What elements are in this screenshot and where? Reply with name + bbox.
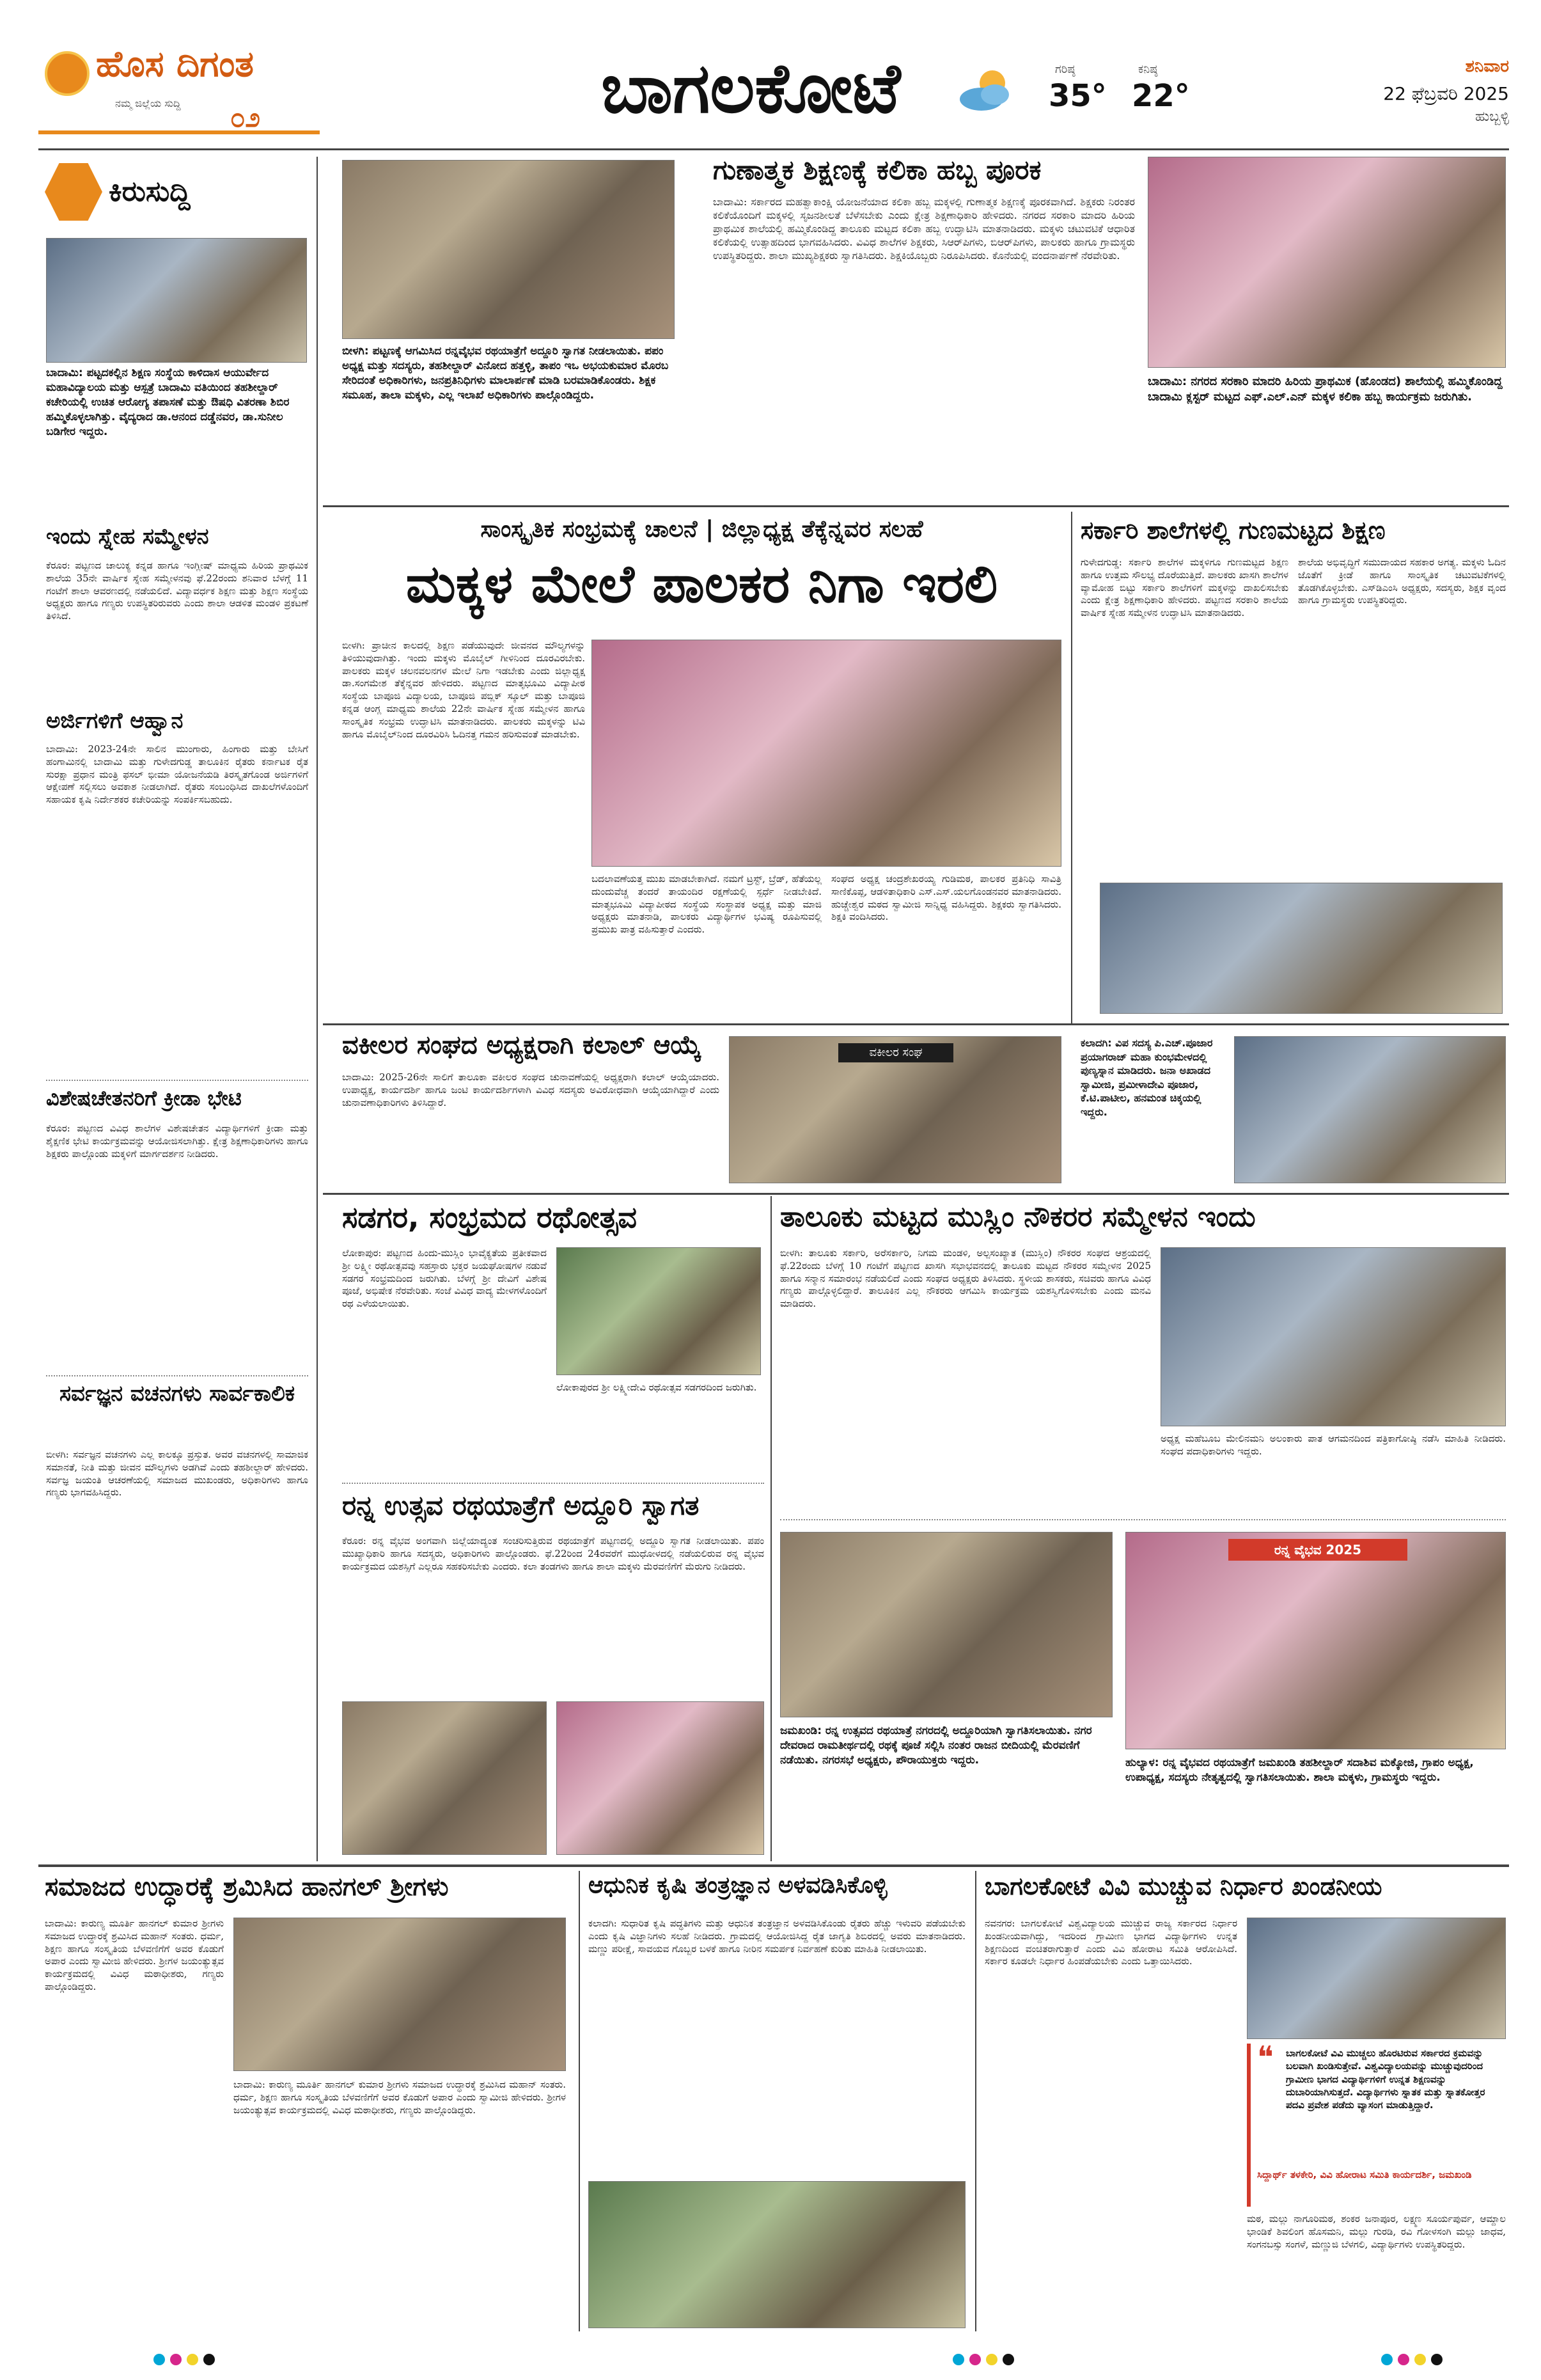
kumbh-photo: [1234, 1036, 1506, 1183]
bilagi-rathayatra-caption: ಬೀಳಗಿ: ಪಟ್ಟಣಕ್ಕೆ ಆಗಮಿಸಿದ ರನ್ನವೈಭವ ರಥಯಾತ್ರೆಗೆ ಅದ್ದೂರಿ ಸ್ವಾಗತ ನೀಡಲಾಯಿತು. ಪಪಂ ಅಧ್ಯಕ್ಷ ಮತ್ತು ಸದಸ್ಯರು, ತಹಶೀಲ್ದಾರ್ ವಿನೋದ ಹತ್ತಳ್ಳಿ, ತಾಪಂ ಇಒ ಅಭಯಕುಮಾರ ಮೊರಬ ಸೇರಿದಂತೆ ಅಧಿಕಾರಿಗಳು, ಜನಪ್ರತಿನಿಧಿಗಳು ಮಾಲಾರ್ಪಣೆ ಮಾಡಿ ಬರಮಾಡಿಕೊಂಡರು. ಶಿಕ್ಷಕ ಸಮೂಹ, ತಾಲಾ ಮಕ್ಕಳು, ಎಲ್ಲ ಇಲಾಖೆ ಅಧಿಕಾರಿಗಳು ಪಾಲ್ಗೊಂಡಿದ್ದರು.: [342, 345, 669, 402]
reg-dot-black-3: [1431, 2354, 1443, 2365]
row-rule-3: [323, 1193, 1509, 1195]
hulyala-caption: ಹುಲ್ಯಾಳ: ರನ್ನ ವೈಭವದ ರಥಯಾತ್ರೆಗೆ ಜಮಖಂಡಿ ತಹಶೀಲ್ದಾರ್ ಸದಾಶಿವ ಮಕ್ಕೋಜಿ, ಗ್ರಾಪಂ ಅಧ್ಯಕ್ಷ, ಉಪಾಧ್ಯಕ್ಷ, ಸದಸ್ಯರು ನೇತೃತ್ವದಲ್ಲಿ ಸ್ವಾಗತಿಸಲಾಯಿತು. ಶಾಲಾ ಮಕ್ಕಳು, ಗ್ರಾಮಸ್ಥರು ಇದ್ದರು.: [1125, 1756, 1474, 1784]
weather-cloud-icon: [953, 64, 1017, 115]
main-story-kicker: ಸಾಂಸ್ಕೃತಿಕ ಸಂಭ್ರಮಕ್ಕೆ ಚಾಲನೆ | ಜಿಲ್ಲಾಧ್ಯಕ್ಷ ತೆಕ್ಕೆನ್ನವರ ಸಲಹೆ: [480, 517, 923, 542]
temp-min: 22°: [1132, 79, 1190, 114]
ranna-divider: [342, 1483, 764, 1484]
kirusuddi-label: ಕಿರುಸುದ್ದಿ: [109, 176, 191, 208]
section-title: ಬಾಗಲಕೋಟೆ: [601, 51, 901, 128]
brief-caption-health-camp: ಬಾದಾಮಿ: ಪಟ್ಟದಕಲ್ಲಿನ ಶಿಕ್ಷಣ ಸಂಸ್ಥೆಯ ಕಾಳಿದಾಸ ಆಯುರ್ವೇದ ಮಹಾವಿದ್ಯಾಲಯ ಮತ್ತು ಆಸ್ಪತ್ರೆ ಬಾದಾಮಿ ವತಿಯಿಂದ ತಹಶೀಲ್ದಾರ್ ಕಚೇರಿಯಲ್ಲಿ ಉಚಿತ ಆರೋಗ್ಯ ತಪಾಸಣೆ ಮತ್ತು ಔಷಧಿ ವಿತರಣಾ ಶಿಬಿರ ಹಮ್ಮಿಕೊಳ್ಳಲಾಗಿತ್ತು. ವೈದ್ಯರಾದ ಡಾ.ಆನಂದ ದಡ್ಡೆನವರ, ಡಾ.ಸುನೀಲ ಬಡಿಗೇರ ಇದ್ದರು.: [46, 366, 290, 438]
jamakhandi-divider: [780, 1519, 1506, 1520]
ranna-vaibhava-banner: ರನ್ನ ವೈಭವ 2025: [1228, 1539, 1407, 1561]
masthead: [38, 38, 1509, 147]
main-story-text-right: ಸಂಘದ ಅಧ್ಯಕ್ಷ ಚಂದ್ರಶೇಖರಯ್ಯ ಗುಡಿಮಠ, ಪಾಲಕರ ಪ್ರತಿನಿಧಿ ಸಾವಿತ್ರಿ ಸಾಣಿಕೊಪ್ಪ, ಆಡಳಿತಾಧಿಕಾರಿ ಎಸ್.ಎಸ್.ಯಲಗೊಂಡನವರ ಮಾತನಾಡಿದರು. ಹುಚ್ಚೇಶ್ವರ ಮಠದ ಸ್ವಾಮೀಜಿ ಸಾನ್ನಿಧ್ಯ ವಹಿಸಿದ್ದರು. ಶಿಕ್ಷಕರು ಸ್ವಾಗತಿಸಿದರು. ಶಿಕ್ಷಕಿ ವಂದಿಸಿದರು.: [831, 873, 1061, 923]
quote-mark-icon: ❝: [1257, 2045, 1274, 2070]
vakeel-banner: ವಕೀಲರ ಸಂಘ: [838, 1043, 953, 1062]
vakeel-photo: [729, 1036, 1061, 1183]
sadagara-title: ಸಡಗರ, ಸಂಭ್ರಮದ ರಥೋತ್ಸವ: [342, 1201, 637, 1234]
sarkari-title: ಸರ್ಕಾರಿ ಶಾಲೆಗಳಲ್ಲಿ ಗುಣಮಟ್ಟದ ಶಿಕ್ಷಣ: [1081, 517, 1386, 544]
sadagara-text: ಲೋಕಾಪುರ: ಪಟ್ಟಣದ ಹಿಂದು-ಮುಸ್ಲಿಂ ಭಾವೈಕ್ಯತೆಯ ಪ್ರತೀಕವಾದ ಶ್ರೀ ಲಕ್ಷ್ಮೀ ರಥೋತ್ಸವವು ಸಹಸ್ರಾರು ಭಕ್ತರ ಜಯಘೋಷಗಳ ನಡುವೆ ಸಡಗರ ಸಂಭ್ರಮದಿಂದ ಜರುಗಿತು. ಬೆಳಗ್ಗೆ ಶ್ರೀ ದೇವಿಗೆ ವಿಶೇಷ ಪೂಜೆ, ಅಭಿಷೇಕ ನೆರವೇರಿತು. ಸಂಜೆ ವಿವಿಧ ವಾದ್ಯ ಮೇಳಗಳೊಂದಿಗೆ ರಥ ಎಳೆಯಲಾಯಿತು.: [342, 1247, 547, 1310]
main-story-headline: ಮಕ್ಕಳ ಮೇಲೆ ಪಾಲಕರ ನಿಗಾ ಇರಲಿ: [405, 555, 998, 615]
vivi-quote: ಬಾಗಲಕೋಟೆ ವಿವಿ ಮುಚ್ಚಲು ಹೊರಟಿರುವ ಸರ್ಕಾರದ ಕ್ರಮವನ್ನು ಬಲವಾಗಿ ಖಂಡಿಸುತ್ತೇವೆ. ವಿಶ್ವವಿದ್ಯಾಲಯವನ್ನು ಮುಚ್ಚುವುದರಿಂದ ಗ್ರಾಮೀಣ ಭಾಗದ ವಿದ್ಯಾರ್ಥಿಗಳಿಗೆ ಉನ್ನತ ಶಿಕ್ಷಣವನ್ನು ದುಬಾರಿಯಾಗಿಸುತ್ತದೆ. ವಿದ್ಯಾರ್ಥಿಗಳು ಸ್ನಾತಕ ಮತ್ತು ಸ್ನಾತಕೋತ್ತರ ಪದವಿ ಪ್ರವೇಶ ಪಡೆದು ವ್ಯಾಸಂಗ ಮಾಡುತ್ತಿದ್ದಾರೆ.: [1286, 2047, 1485, 2111]
kumbh-caption: ಕಲಾದಗಿ: ವಿಪ ಸದಸ್ಯ ಪಿ.ಎಚ್.ಪೂಜಾರ ಪ್ರಯಾಗರಾಜ್ ಮಹಾ ಕುಂಭಮೇಳದಲ್ಲಿ ಪುಣ್ಯಸ್ನಾನ ಮಾಡಿದರು. ಜನಾ ಅಖಾಡದ ಸ್ವಾಮೀಜಿ, ಪ್ರಮೀಳಾದೇವಿ ಪೂಜಾರ, ಕೆ.ಟಿ.ಪಾಟೀಲ, ಹನಮಂತ ಚಿಕ್ಕಯಲ್ಲಿ ಇದ್ದರು.: [1081, 1037, 1213, 1118]
brief-photo-health-camp: [46, 238, 307, 363]
sadagara-caption: ಲೋಕಾಪುರದ ಶ್ರೀ ಲಕ್ಷ್ಮೀದೇವಿ ರಥೋತ್ಸವ ಸಡಗರದಿಂದ ಜರುಗಿತು.: [556, 1382, 757, 1393]
reg-dot-yellow-2: [986, 2354, 997, 2365]
main-story-side-rule: [1071, 512, 1072, 1023]
main-story-photo: [591, 640, 1061, 867]
hanagal-text: ಬಾದಾಮಿ: ಕಾರುಣ್ಯ ಮೂರ್ತಿ ಹಾನಗಲ್ ಕುಮಾರ ಶ್ರೀಗಳು ಸಮಾಜದ ಉದ್ಧಾರಕ್ಕೆ ಶ್ರಮಿಸಿದ ಮಹಾನ್ ಸಂತರು. ಧರ್ಮ, ಶಿಕ್ಷಣ ಹಾಗೂ ಸಂಸ್ಕೃತಿಯ ಬೆಳವಣಿಗೆಗೆ ಅವರ ಕೊಡುಗೆ ಅಪಾರ ಎಂದು ಸ್ವಾಮೀಜಿ ಹೇಳಿದರು. ಶ್ರೀಗಳ ಜಯಂತ್ಯುತ್ಸವ ಕಾರ್ಯಕ್ರಮದಲ್ಲಿ ವಿವಿಧ ಮಠಾಧೀಶರು, ಗಣ್ಯರು ಪಾಲ್ಗೊಂಡಿದ್ದರು.: [45, 1918, 224, 1992]
reg-dot-yellow-3: [1414, 2354, 1426, 2365]
kalika-habba-text: ಬಾದಾಮಿ: ಸರ್ಕಾರದ ಮಹತ್ವಾಕಾಂಕ್ಷಿ ಯೋಜನೆಯಾದ ಕಲಿಕಾ ಹಬ್ಬ ಮಕ್ಕಳಲ್ಲಿ ಗುಣಾತ್ಮಕ ಶಿಕ್ಷಣಕ್ಕೆ ಪೂರಕವಾಗಿದೆ. ಶಿಕ್ಷಕರು ನಿರಂತರ ಕಲಿಕೆಯೊಂದಿಗೆ ಮಕ್ಕಳಲ್ಲಿ ಸೃಜನಶೀಲತೆ ಬೆಳೆಸಬೇಕು ಎಂದು ಕ್ಷೇತ್ರ ಶಿಕ್ಷಣಾಧಿಕಾರಿ ಹೇಳಿದರು. ನಗರದ ಸರಕಾರಿ ಮಾದರಿ ಹಿರಿಯ ಪ್ರಾಥಮಿಕ ಶಾಲೆಯಲ್ಲಿ ಹಮ್ಮಿಕೊಂಡಿದ್ದ ತಾಲೂಕು ಮಟ್ಟದ ಕಲಿಕಾ ಹಬ್ಬ ಉದ್ಘಾಟಿಸಿ ಮಾತನಾಡಿದರು. ಮಕ್ಕಳು ಚಟುವಟಿಕೆ ಆಧಾರಿತ ಕಲಿಕೆಯಲ್ಲಿ ಉತ್ಸಾಹದಿಂದ ಭಾಗವಹಿಸಿದರು. ವಿವಿಧ ಶಾಲೆಗಳ ಶಿಕ್ಷಕರು, ಸಿಆರ್‌ಪಿಗಳು, ಬಿಆರ್‌ಪಿಗಳು, ಪಾಲಕರು ಹಾಗೂ ಗ್ರಾಮಸ್ಥರು ಉಪಸ್ಥಿತರಿದ್ದರು. ಶಾಲಾ ಮುಖ್ಯಶಿಕ್ಷಕರು ಸ್ವಾಗತಿಸಿದರು. ಶಿಕ್ಷಕಿಯೊಬ್ಬರು ನಿರೂಪಿಸಿದರು. ಕೊನೆಯಲ್ಲಿ ವಂದನಾರ್ಪಣೆ ನೆರವೇರಿತು.: [713, 196, 1135, 262]
main-story-text-mid: ಬದಲಾವಣೆಯತ್ತ ಮುಖ ಮಾಡಬೇಕಾಗಿದೆ. ನಮಗೆ ಟ್ರಸ್ಟ್, ಬ್ರೆಡ್, ಹೆತೆಯಲ್ಲ ದುಂದುವೆಚ್ಚ ತಂದರೆ ತಾಯಂದಿರ ರಕ್ಷಣೆಯಲ್ಲಿ ಸ್ಪರ್ಧೆ ನೀಡಬೇಕಿದೆ. ಮಾತೃಭೂಮಿ ವಿದ್ಯಾಪೀಠದ ಸಂಸ್ಥೆಯ ಸಂಸ್ಥಾಪಕ ಅಧ್ಯಕ್ಷ ಮತ್ತು ಮಾಜಿ ಅಧ್ಯಕ್ಷರು ಮಾತನಾಡಿ, ಪಾಲಕರು ವಿದ್ಯಾರ್ಥಿಗಳ ಭವಿಷ್ಯ ರೂಪಿಸುವಲ್ಲಿ ಪ್ರಮುಖ ಪಾತ್ರ ವಹಿಸುತ್ತಾರೆ ಎಂದರು.: [591, 873, 822, 936]
logo-emblem-icon: [45, 51, 90, 96]
muslim-text: ಬೀಳಗಿ: ತಾಲೂಕು ಸರ್ಕಾರಿ, ಅರೆಸರ್ಕಾರಿ, ನಿಗಮ ಮಂಡಳಿ, ಅಲ್ಪಸಂಖ್ಯಾತ (ಮುಸ್ಲಿಂ) ನೌಕರರ ಸಂಘದ ಆಶ್ರಯದಲ್ಲಿ ಫೆ.22ರಂದು ಬೆಳಗ್ಗೆ 10 ಗಂಟೆಗೆ ಪಟ್ಟಣದ ಖಾಸಗಿ ಸಭಾಭವನದಲ್ಲಿ ತಾಲೂಕು ಮಟ್ಟದ ನೌಕರರ ಸಮ್ಮೇಳನ 2025 ಹಾಗೂ ಸನ್ಮಾನ ಸಮಾರಂಭ ನಡೆಯಲಿದೆ ಎಂದು ಸಂಘದ ಅಧ್ಯಕ್ಷರು ತಿಳಿಸಿದರು. ಸ್ಥಳೀಯ ಶಾಸಕರು, ಸಚಿವರು ಹಾಗೂ ವಿವಿಧ ಗಣ್ಯರು ಪಾಲ್ಗೊಳ್ಳಲಿದ್ದಾರೆ. ತಾಲೂಕಿನ ಎಲ್ಲ ನೌಕರರು ಆಗಮಿಸಿ ಕಾರ್ಯಕ್ರಮ ಯಶಸ್ವಿಗೊಳಿಸಬೇಕು ಎಂದು ಮನವಿ ಮಾಡಿದರು.: [780, 1247, 1151, 1310]
mid-row-rule: [323, 1023, 1509, 1025]
ranna-text: ಕೆರೂರ: ರನ್ನ ವೈಭವ ಅಂಗವಾಗಿ ಜಿಲ್ಲೆಯಾದ್ಯಂತ ಸಂಚರಿಸುತ್ತಿರುವ ರಥಯಾತ್ರೆಗೆ ಪಟ್ಟಣದಲ್ಲಿ ಅದ್ದೂರಿ ಸ್ವಾಗತ ನೀಡಲಾಯಿತು. ಪಪಂ ಮುಖ್ಯಾಧಿಕಾರಿ ಹಾಗೂ ಸದಸ್ಯರು, ಅಧಿಕಾರಿಗಳು ಪಾಲ್ಗೊಂಡರು. ಫೆ.22ರಿಂದ 24ರವರೆಗೆ ಮುಧೋಳದಲ್ಲಿ ನಡೆಯಲಿರುವ ರನ್ನ ವೈಭವ ಕಾರ್ಯಕ್ರಮದ ಯಶಸ್ಸಿಗೆ ಎಲ್ಲರೂ ಸಹಕರಿಸಬೇಕು ಎಂದರು. ಕಲಾ ತಂಡಗಳು ಹಾಗೂ ಶಾಲಾ ಮಕ್ಕಳು ಮೆರವಣಿಗೆಗೆ ಮೆರುಗು ನೀಡಿದರು.: [342, 1535, 764, 1572]
hanagal-text-cont: ಬಾದಾಮಿ: ಕಾರುಣ್ಯ ಮೂರ್ತಿ ಹಾನಗಲ್ ಕುಮಾರ ಶ್ರೀಗಳು ಸಮಾಜದ ಉದ್ಧಾರಕ್ಕೆ ಶ್ರಮಿಸಿದ ಮಹಾನ್ ಸಂತರು. ಧರ್ಮ, ಶಿಕ್ಷಣ ಹಾಗೂ ಸಂಸ್ಕೃತಿಯ ಬೆಳವಣಿಗೆಗೆ ಅವರ ಕೊಡುಗೆ ಅಪಾರ ಎಂದು ಸ್ವಾಮೀಜಿ ಹೇಳಿದರು. ಶ್ರೀಗಳ ಜಯಂತ್ಯುತ್ಸವ ಕಾರ್ಯಕ್ರಮದಲ್ಲಿ ವಿವಿಧ ಮಠಾಧೀಶರು, ಗಣ್ಯರು ಪಾಲ್ಗೊಂಡಿದ್ದರು.: [233, 2079, 566, 2116]
bilagi-rathayatra-photo: [342, 160, 675, 339]
jamakhandi-caption-left: ಜಮಖಂಡಿ: ರನ್ನ ಉತ್ಸವದ ರಥಯಾತ್ರೆ ನಗರದಲ್ಲಿ ಅದ್ದೂರಿಯಾಗಿ ಸ್ವಾಗತಿಸಲಾಯಿತು. ನಗರ ದೇವರಾದ ರಾಮತೀರ್ಥದಲ್ಲಿ ರಥಕ್ಕೆ ಪೂಜೆ ಸಲ್ಲಿಸಿ ನಂತರ ರಾಜನ ಬೀದಿಯಲ್ಲಿ ಮೆರವಣಿಗೆ ನಡೆಯಿತು. ನಗರಸಭೆ ಅಧ್ಯಕ್ಷರು, ಪೌರಾಯುಕ್ತರು ಇದ್ದರು.: [780, 1724, 1092, 1767]
brief-text-sarvajna: ಬೀಳಗಿ: ಸರ್ವಜ್ಞನ ವಚನಗಳು ಎಲ್ಲ ಕಾಲಕ್ಕೂ ಪ್ರಸ್ತುತ. ಅವರ ವಚನಗಳಲ್ಲಿ ಸಾಮಾಜಿಕ ಸಮಾನತೆ, ನೀತಿ ಮತ್ತು ಜೀವನ ಮೌಲ್ಯಗಳು ಅಡಗಿವೆ ಎಂದು ತಹಶೀಲ್ದಾರ್ ಹೇಳಿದರು. ಸರ್ವಜ್ಞ ಜಯಂತಿ ಆಚರಣೆಯಲ್ಲಿ ಸಮಾಜದ ಮುಖಂಡರು, ಅಧಿಕಾರಿಗಳು ಹಾಗೂ ಗಣ್ಯರು ಭಾಗವಹಿಸಿದ್ದರು.: [46, 1449, 308, 1499]
left-column-rule: [317, 157, 318, 1861]
brief-title-kreeda: ವಿಶೇಷಚೇತನರಿಗೆ ಕ್ರೀಡಾ ಭೇಟಿ: [46, 1087, 242, 1110]
ranna-photo-right: [556, 1701, 764, 1855]
sarkari-text-right: ಶಾಲೆಯ ಅಭಿವೃದ್ಧಿಗೆ ಸಮುದಾಯದ ಸಹಕಾರ ಅಗತ್ಯ. ಮಕ್ಕಳು ಓದಿನ ಜೊತೆಗೆ ಕ್ರೀಡೆ ಹಾಗೂ ಸಾಂಸ್ಕೃತಿಕ ಚಟುವಟಿಕೆಗಳಲ್ಲಿ ತೊಡಗಿಕೊಳ್ಳಬೇಕು. ಎಸ್‌ಡಿಎಂಸಿ ಅಧ್ಯಕ್ಷರು, ಸದಸ್ಯರು, ಶಿಕ್ಷಕ ವೃಂದ ಹಾಗೂ ಗ್ರಾಮಸ್ಥರು ಉಪಸ್ಥಿತರಿದ್ದರು.: [1298, 556, 1506, 606]
logo-tagline: ನಮ್ಮ ಜಿಲ್ಲೆಯ ಸುದ್ದಿ: [115, 97, 181, 109]
ranna-photo-left: [342, 1701, 547, 1855]
hanagal-photo: [233, 1918, 566, 2071]
reg-dot-black-2: [1003, 2354, 1014, 2365]
sarkari-photo: [1100, 883, 1503, 1014]
bottom-section-rule: [38, 1864, 1509, 1867]
krishi-title: ಆಧುನಿಕ ಕೃಷಿ ತಂತ್ರಜ್ಞಾನ ಅಳವಡಿಸಿಕೊಳ್ಳಿ: [588, 1873, 888, 1898]
brief-divider: [46, 1080, 308, 1081]
page-number: ೦೨: [230, 102, 261, 133]
bottom-col-rule-2: [975, 1871, 976, 2331]
temp-max: 35°: [1049, 79, 1107, 114]
jamakhandi-photo: [780, 1532, 1113, 1717]
reg-dot-black: [203, 2354, 215, 2365]
brief-text-arji: ಬಾದಾಮಿ: 2023-24ನೇ ಸಾಲಿನ ಮುಂಗಾರು, ಹಿಂಗಾರು ಮತ್ತು ಬೇಸಿಗೆ ಹಂಗಾಮಿನಲ್ಲಿ ಬಾದಾಮಿ ಮತ್ತು ಗುಳೇದಗುಡ್ಡ ತಾಲೂಕಿನ ರೈತರು ಕರ್ನಾಟಕ ರೈತ ಸುರಕ್ಷಾ ಪ್ರಧಾನ ಮಂತ್ರಿ ಫಸಲ್ ಭೀಮಾ ಯೋಜನೆಯಡಿ ತಿರಸ್ಕೃತಗೊಂಡ ಅರ್ಜಿಗಳಿಗೆ ಆಕ್ಷೇಪಣೆ ಸಲ್ಲಿಸಲು ಅವಕಾಶ ನೀಡಲಾಗಿದೆ. ರೈತರು ಸಂಬಂಧಿಸಿದ ದಾಖಲೆಗಳೊಂದಿಗೆ ಸಹಾಯಕ ಕೃಷಿ ನಿರ್ದೇಶಕರ ಕಚೇರಿಯನ್ನು ಸಂಪರ್ಕಿಸಬಹುದು.: [46, 743, 308, 806]
reg-dot-cyan: [153, 2354, 165, 2365]
brief-title-sneha: ಇಂದು ಸ್ನೇಹ ಸಮ್ಮೇಳನ: [46, 524, 209, 549]
issue-city: ಹುಬ್ಬಳ್ಳಿ: [1475, 109, 1509, 125]
issue-date: 22 ಫೆಬ್ರವರಿ 2025: [1383, 83, 1509, 104]
registration-marks: [0, 2347, 1541, 2373]
masthead-logo-bar: [38, 38, 320, 134]
brief-text-sneha: ಕೆರೂರ: ಪಟ್ಟಣದ ಚಾಲುಕ್ಯ ಕನ್ನಡ ಹಾಗೂ ಇಂಗ್ಲೀಷ್ ಮಾಧ್ಯಮ ಹಿರಿಯ ಪ್ರಾಥಮಿಕ ಶಾಲೆಯ 35ನೇ ವಾರ್ಷಿಕ ಸ್ನೇಹ ಸಮ್ಮೇಳನವು ಫೆ.22ರಂದು ಶನಿವಾರ ಬೆಳಗ್ಗೆ 11 ಗಂಟೆಗೆ ಶಾಲಾ ಆವರಣದಲ್ಲಿ ನಡೆಯಲಿದೆ. ವಿದ್ಯಾವರ್ಧಕ ಶಿಕ್ಷಣ ಮತ್ತು ಶಿಕ್ಷಣ ಸಂಸ್ಥೆಯ ಅಧ್ಯಕ್ಷರು ಹಾಗೂ ಗಣ್ಯರು ಉಪಸ್ಥಿತರಿರುವರು ಎಂದು ಶಾಲಾ ಆಡಳಿತ ಮಂಡಳಿ ಪ್ರಕಟಣೆ ತಿಳಿಸಿದೆ.: [46, 560, 308, 622]
muslim-title: ತಾಲೂಕು ಮಟ್ಟದ ಮುಸ್ಲಿಂ ನೌಕರರ ಸಮ್ಮೇಳನ ಇಂದು: [780, 1201, 1256, 1233]
sarkari-text-left: ಗುಳೇದಗುಡ್ಡ: ಸರ್ಕಾರಿ ಶಾಲೆಗಳ ಮಕ್ಕಳಿಗೂ ಗುಣಮಟ್ಟದ ಶಿಕ್ಷಣ ಹಾಗೂ ಉತ್ತಮ ಸೌಲಭ್ಯ ದೊರೆಯುತ್ತಿದೆ. ಪಾಲಕರು ಖಾಸಗಿ ಶಾಲೆಗಳ ವ್ಯಾಮೋಹ ಬಿಟ್ಟು ಸರ್ಕಾರಿ ಶಾಲೆಗಳಿಗೆ ಮಕ್ಕಳನ್ನು ದಾಖಲಿಸಬೇಕು ಎಂದು ಕ್ಷೇತ್ರ ಶಿಕ್ಷಣಾಧಿಕಾರಿ ಹೇಳಿದರು. ಪಟ್ಟಣದ ಸರಕಾರಿ ಶಾಲೆಯ ವಾರ್ಷಿಕ ಸ್ನೇಹ ಸಮ್ಮೇಳನ ಉದ್ಘಾಟಿಸಿ ಮಾತನಾಡಿದರು.: [1081, 556, 1288, 619]
ranna-title: ರನ್ನ ಉತ್ಸವ ರಥಯಾತ್ರೆಗೆ ಅದ್ದೂರಿ ಸ್ವಾಗತ: [342, 1490, 700, 1521]
brief-title-sarvajna: ಸರ್ವಜ್ಞನ ವಚನಗಳು ಸಾರ್ವಕಾಲಿಕ: [59, 1382, 295, 1407]
logo-text: ಹೊಸ ದಿಗಂತ: [96, 45, 254, 85]
vivi-quote-box: [1247, 2044, 1506, 2207]
kalika-habba-photo: [1148, 157, 1506, 368]
kirusuddi-badge: [45, 160, 301, 224]
brief-text-kreeda: ಕೆರೂರ: ಪಟ್ಟಣದ ವಿವಿಧ ಶಾಲೆಗಳ ವಿಶೇಷಚೇತನ ವಿದ್ಯಾರ್ಥಿಗಳಿಗೆ ಕ್ರೀಡಾ ಮತ್ತು ಶೈಕ್ಷಣಿಕ ಭೇಟಿ ಕಾರ್ಯಕ್ರಮವನ್ನು ಆಯೋಜಿಸಲಾಗಿತ್ತು. ಕ್ಷೇತ್ರ ಶಿಕ್ಷಣಾಧಿಕಾರಿಗಳು ಹಾಗೂ ಶಿಕ್ಷಕರು ಪಾಲ್ಗೊಂಡು ಮಕ್ಕಳಿಗೆ ಮಾರ್ಗದರ್ಶನ ನೀಡಿದರು.: [46, 1123, 308, 1160]
temp-max-label: ಗರಿಷ್ಠ: [1055, 63, 1076, 76]
kalika-habba-caption: ಬಾದಾಮಿ: ನಗರದ ಸರಕಾರಿ ಮಾದರಿ ಹಿರಿಯ ಪ್ರಾಥಮಿಕ (ಹೊಂಡದ) ಶಾಲೆಯಲ್ಲಿ ಹಮ್ಮಿಕೊಂಡಿದ್ದ ಬಾದಾಮಿ ಕ್ಲಸ್ಟರ್ ಮಟ್ಟದ ಎಫ್.ಎಲ್.ಎನ್ ಮಕ್ಕಳ ಕಲಿಕಾ ಹಬ್ಬ ಕಾರ್ಯಕ್ರಮ ಜರುಗಿತು.: [1148, 375, 1503, 404]
sadagara-side-rule: [770, 1196, 772, 1861]
top-row-rule: [323, 505, 1509, 507]
temp-min-label: ಕನಿಷ್ಠ: [1138, 63, 1158, 76]
vivi-quote-author: ಸಿದ್ದಾರ್ಥ್ ತಳಕೇರಿ, ವಿವಿ ಹೋರಾಟ ಸಮಿತಿ ಕಾರ್ಯದರ್ಶಿ, ಜಮಖಂಡಿ: [1257, 2169, 1472, 2180]
muslim-caption: ಅಧ್ಯಕ್ಷ ಮಹೆಬೂಬ ಮೇಲಿನಮನಿ ಅಲಂಕಾರು ಪಾತ ಆಗಮನದಿಂದ ಪತ್ರಿಕಾಗೋಷ್ಠಿ ನಡೆಸಿ ಮಾಹಿತಿ ನೀಡಿದರು. ಸಂಘದ ಪದಾಧಿಕಾರಿಗಳು ಇದ್ದರು.: [1161, 1433, 1506, 1457]
reg-dot-magenta-3: [1398, 2354, 1409, 2365]
vivi-title: ಬಾಗಲಕೋಟೆ ವಿವಿ ಮುಚ್ಚುವ ನಿರ್ಧಾರ ಖಂಡನೀಯ: [985, 1873, 1382, 1900]
brief-title-arji: ಅರ್ಜಿಗಳಿಗೆ ಆಹ್ವಾನ: [46, 709, 184, 734]
hand-pointer-icon: [45, 163, 102, 221]
brief-divider-2: [46, 1375, 308, 1376]
hulyala-photo: [1125, 1532, 1506, 1749]
sadagara-photo: [556, 1247, 761, 1375]
issue-day: ಶನಿವಾರ: [1465, 58, 1509, 76]
krishi-photo: [588, 2181, 966, 2328]
reg-dot-cyan-2: [953, 2354, 964, 2365]
main-story-text-left: ಬೀಳಗಿ: ಪ್ರಾಚೀನ ಕಾಲದಲ್ಲಿ ಶಿಕ್ಷಣ ಪಡೆಯುವುದೇ ಜೀವನದ ಮೌಲ್ಯಗಳನ್ನು ತಿಳಿಯುವುದಾಗಿತ್ತು. ಇಂದು ಮಕ್ಕಳು ಮೊಬೈಲ್ ಗೀಳಿನಿಂದ ದೂರವಿರಬೇಕು. ಪಾಲಕರು ಮಕ್ಕಳ ಚಲನವಲನಗಳ ಮೇಲೆ ನಿಗಾ ಇಡಬೇಕು ಎಂದು ಜಿಲ್ಲಾಧ್ಯಕ್ಷ ಡಾ.ಸಂಗಮೇಶ ತೆಕ್ಕೆನ್ನವರ ಹೇಳಿದರು. ಪಟ್ಟಣದ ಮಾತೃಭೂಮಿ ವಿದ್ಯಾಪೀಠ ಸಂಸ್ಥೆಯ ಬಾಪೂಜಿ ವಿದ್ಯಾಲಯ, ಬಾಪೂಜಿ ಪಬ್ಲಿಕ್ ಸ್ಕೂಲ್ ಮತ್ತು ಬಾಪೂಜಿ ಕನ್ನಡ ಆಂಗ್ಲ ಮಾಧ್ಯಮ ಶಾಲೆಯ 22ನೇ ವಾರ್ಷಿಕ ಸ್ನೇಹ ಸಮ್ಮೇಳನ ಹಾಗೂ ಸಾಂಸ್ಕೃತಿಕ ಸಂಭ್ರಮ ಉದ್ಘಾಟಿಸಿ ಮಾತನಾಡಿದರು. ಪಾಲಕರು ಮಕ್ಕಳನ್ನು ಟಿವಿ ಹಾಗೂ ಮೊಬೈಲ್‌ನಿಂದ ದೂರವಿರಿಸಿ ಓದಿನತ್ತ ಗಮನ ಹರಿಸುವಂತೆ ಮಾಡಬೇಕು.: [342, 640, 585, 740]
vakeel-title: ವಕೀಲರ ಸಂಘದ ಅಧ್ಯಕ್ಷರಾಗಿ ಕಲಾಲ್ ಆಯ್ಕೆ: [342, 1031, 701, 1060]
reg-dot-yellow: [187, 2354, 198, 2365]
vakeel-text: ಬಾದಾಮಿ: 2025-26ನೇ ಸಾಲಿಗೆ ತಾಲೂಕಾ ವಕೀಲರ ಸಂಘದ ಚುನಾವಣೆಯಲ್ಲಿ ಅಧ್ಯಕ್ಷರಾಗಿ ಕಲಾಲ್ ಆಯ್ಕೆಯಾದರು. ಉಪಾಧ್ಯಕ್ಷ, ಕಾರ್ಯದರ್ಶಿ ಹಾಗೂ ಜಂಟಿ ಕಾರ್ಯದರ್ಶಿಗಳಾಗಿ ವಿವಿಧ ಸದಸ್ಯರು ಅವಿರೋಧವಾಗಿ ಆಯ್ಕೆಯಾಗಿದ್ದಾರೆ ಎಂದು ಚುನಾವಣಾಧಿಕಾರಿಗಳು ತಿಳಿಸಿದ್ದಾರೆ.: [342, 1071, 719, 1108]
vivi-tail: ಮಠ, ಮಲ್ಲು ನಾಗೂರಿಮಠ, ಶಂಕರ ಜನಾಪೂರ, ಲಕ್ಷ್ಮಣ ಸೂರ್ಯಪುರ್ವ, ಆಮ್ದಾಲ ಭಾಂಡಿಕೆ ಶಿವಲಿಂಗ ಹೊಸಮನಿ, ಮಲ್ಲು ಗುರಡಿ, ರವಿ ಗೋಳಸಂಗಿ ಮಲ್ಲು ಜಾಧವ, ಸಂಗನಬಸ್ಸು ಸಂಗಳೆ, ಮಣ್ಣುಜಿ ಬೆಳಗಲಿ, ವಿದ್ಯಾರ್ಥಿಗಳು ಉಪಸ್ಥಿತರಿದ್ದರು.: [1247, 2213, 1506, 2250]
masthead-rule: [38, 148, 1509, 150]
kalika-habba-title: ಗುಣಾತ್ಮಕ ಶಿಕ್ಷಣಕ್ಕೆ ಕಲಿಕಾ ಹಬ್ಬ ಪೂರಕ: [713, 155, 1042, 185]
bottom-col-rule-1: [579, 1871, 580, 2331]
reg-dot-magenta-2: [969, 2354, 981, 2365]
muslim-photo: [1161, 1247, 1506, 1426]
krishi-text: ಕಲಾದಗಿ: ಸುಧಾರಿತ ಕೃಷಿ ಪದ್ಧತಿಗಳು ಮತ್ತು ಆಧುನಿಕ ತಂತ್ರಜ್ಞಾನ ಅಳವಡಿಸಿಕೊಂಡು ರೈತರು ಹೆಚ್ಚು ಇಳುವರಿ ಪಡೆಯಬೇಕು ಎಂದು ಕೃಷಿ ವಿಜ್ಞಾನಿಗಳು ಸಲಹೆ ನೀಡಿದರು. ಗ್ರಾಮದಲ್ಲಿ ಆಯೋಜಿಸಿದ್ದ ರೈತ ಜಾಗೃತಿ ಶಿಬಿರದಲ್ಲಿ ಅವರು ಮಾತನಾಡಿದರು. ಮಣ್ಣು ಪರೀಕ್ಷೆ, ಸಾವಯವ ಗೊಬ್ಬರ ಬಳಕೆ ಹಾಗೂ ನೀರಿನ ಸಮರ್ಪಕ ನಿರ್ವಹಣೆ ಕುರಿತು ಮಾಹಿತಿ ನೀಡಲಾಯಿತು.: [588, 1918, 966, 1955]
hanagal-title: ಸಮಾಜದ ಉದ್ಧಾರಕ್ಕೆ ಶ್ರಮಿಸಿದ ಹಾನಗಲ್ ಶ್ರೀಗಳು: [45, 1873, 449, 1902]
reg-dot-magenta: [170, 2354, 182, 2365]
reg-dot-cyan-3: [1381, 2354, 1393, 2365]
vivi-photo: [1247, 1918, 1506, 2039]
vivi-text: ನವನಗರ: ಬಾಗಲಕೋಟೆ ವಿಶ್ವವಿದ್ಯಾಲಯ ಮುಚ್ಚುವ ರಾಜ್ಯ ಸರ್ಕಾರದ ನಿರ್ಧಾರ ಖಂಡನೀಯವಾಗಿದ್ದು, ಇದರಿಂದ ಗ್ರಾಮೀಣ ಭಾಗದ ವಿದ್ಯಾರ್ಥಿಗಳು ಉನ್ನತ ಶಿಕ್ಷಣದಿಂದ ವಂಚಿತರಾಗುತ್ತಾರೆ ಎಂದು ವಿವಿ ಹೋರಾಟ ಸಮಿತಿ ಆರೋಪಿಸಿದೆ. ಸರ್ಕಾರ ಕೂಡಲೇ ನಿರ್ಧಾರ ಹಿಂಪಡೆಯಬೇಕು ಎಂದು ಒತ್ತಾಯಿಸಿದರು.: [985, 1918, 1237, 1967]
